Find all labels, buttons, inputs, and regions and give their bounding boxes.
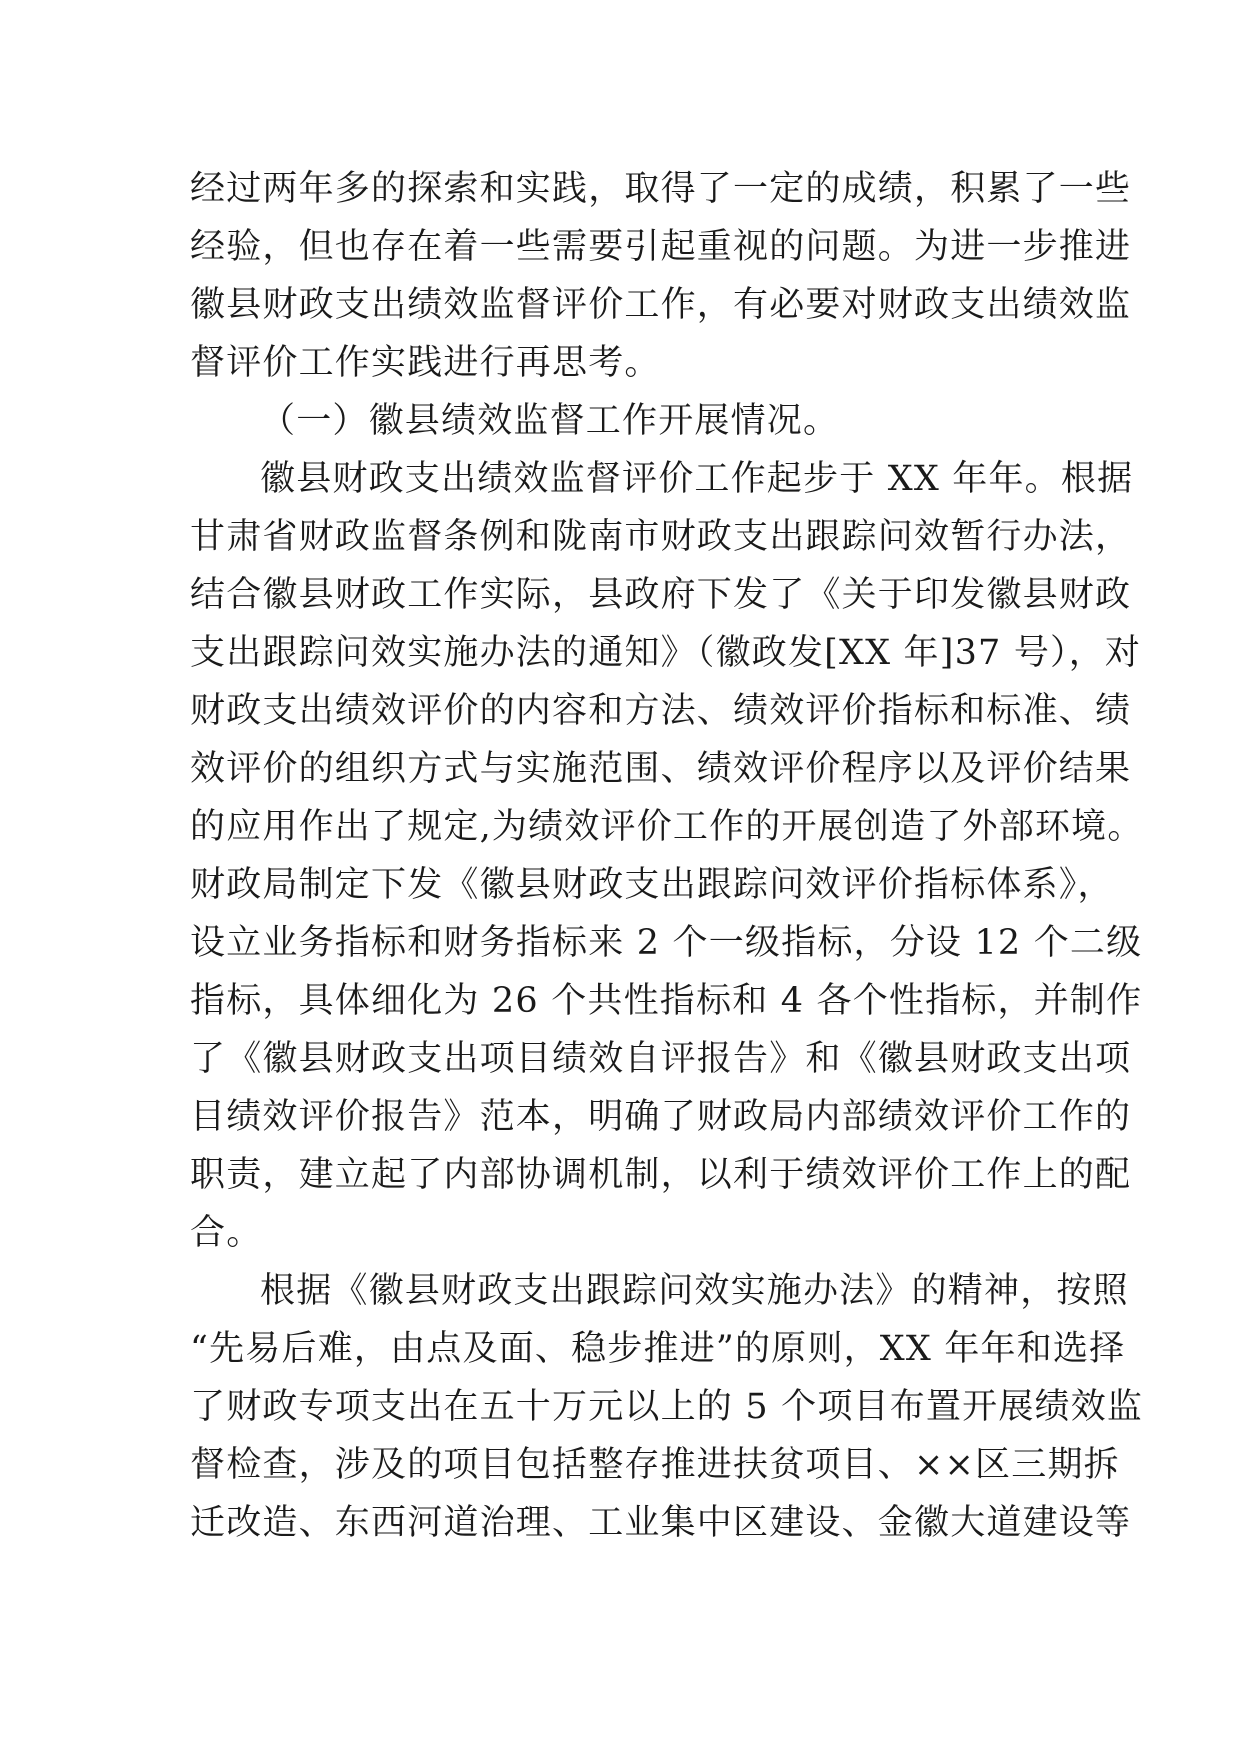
text-line: 甘肃省财政监督条例和陇南市财政支出跟踪问效暂行办法， [190,517,1132,557]
paragraph-2 [190,450,1144,1262]
text-line: 经过两年多的探索和实践，取得了一定的成绩，积累了一些 [190,169,1132,209]
text-line: 合。 [190,1213,263,1253]
text-line: 职责，建立起了内部协调机制，以利于绩效评价工作上的配 [190,1155,1132,1195]
text-line: 结合徽县财政工作实际，县政府下发了《关于印发徽县财政 [190,575,1132,615]
paragraph-intro [190,160,1132,392]
text-line: 了《徽县财政支出项目绩效自评报告》和《徽县财政支出项 [190,1039,1132,1079]
text-line: 设立业务指标和财务指标来 2 个一级指标，分设 12 个二级 [190,923,1143,963]
text-line: 指标，具体细化为 26 个共性指标和 4 各个性指标，并制作 [190,981,1143,1021]
text-line: “先易后难，由点及面、稳步推进”的原则，XX 年年和选择 [190,1329,1126,1369]
text-line: 督检查，涉及的项目包括整存推进扶贫项目、××区三期拆 [190,1445,1120,1485]
text-line: 的应用作出了规定,为绩效评价工作的开展创造了外部环境。 [190,807,1144,847]
document-body [190,160,1144,1552]
paragraph-3 [190,1262,1144,1552]
text-line: 督评价工作实践进行再思考。 [190,343,661,383]
text-line: 徽县财政支出绩效监督评价工作，有必要对财政支出绩效监 [190,285,1132,325]
text-line: 目绩效评价报告》范本，明确了财政局内部绩效评价工作的 [190,1097,1132,1137]
text-line: 财政局制定下发《徽县财政支出跟踪问效评价指标体系》， [190,865,1114,905]
section-heading [190,392,1050,450]
heading-line: （一）徽县绩效监督工作开展情况。 [260,401,840,441]
text-line: 财政支出绩效评价的内容和方法、绩效评价指标和标准、绩 [190,691,1132,731]
text-line: 迁改造、东西河道治理、工业集中区建设、金徽大道建设等 [190,1503,1132,1543]
text-line: 根据《徽县财政支出跟踪问效实施办法》的精神，按照 [260,1271,1129,1311]
text-line: 了财政专项支出在五十万元以上的 5 个项目布置开展绩效监 [190,1387,1144,1427]
text-line: 经验，但也存在着一些需要引起重视的问题。为进一步推进 [190,227,1132,267]
text-line: 徽县财政支出绩效监督评价工作起步于 XX 年年。根据 [260,459,1134,499]
text-line: 效评价的组织方式与实施范围、绩效评价程序以及评价结果 [190,749,1132,789]
text-line: 支出跟踪问效实施办法的通知》（徽政发[XX 年]37 号），对 [190,633,1142,673]
